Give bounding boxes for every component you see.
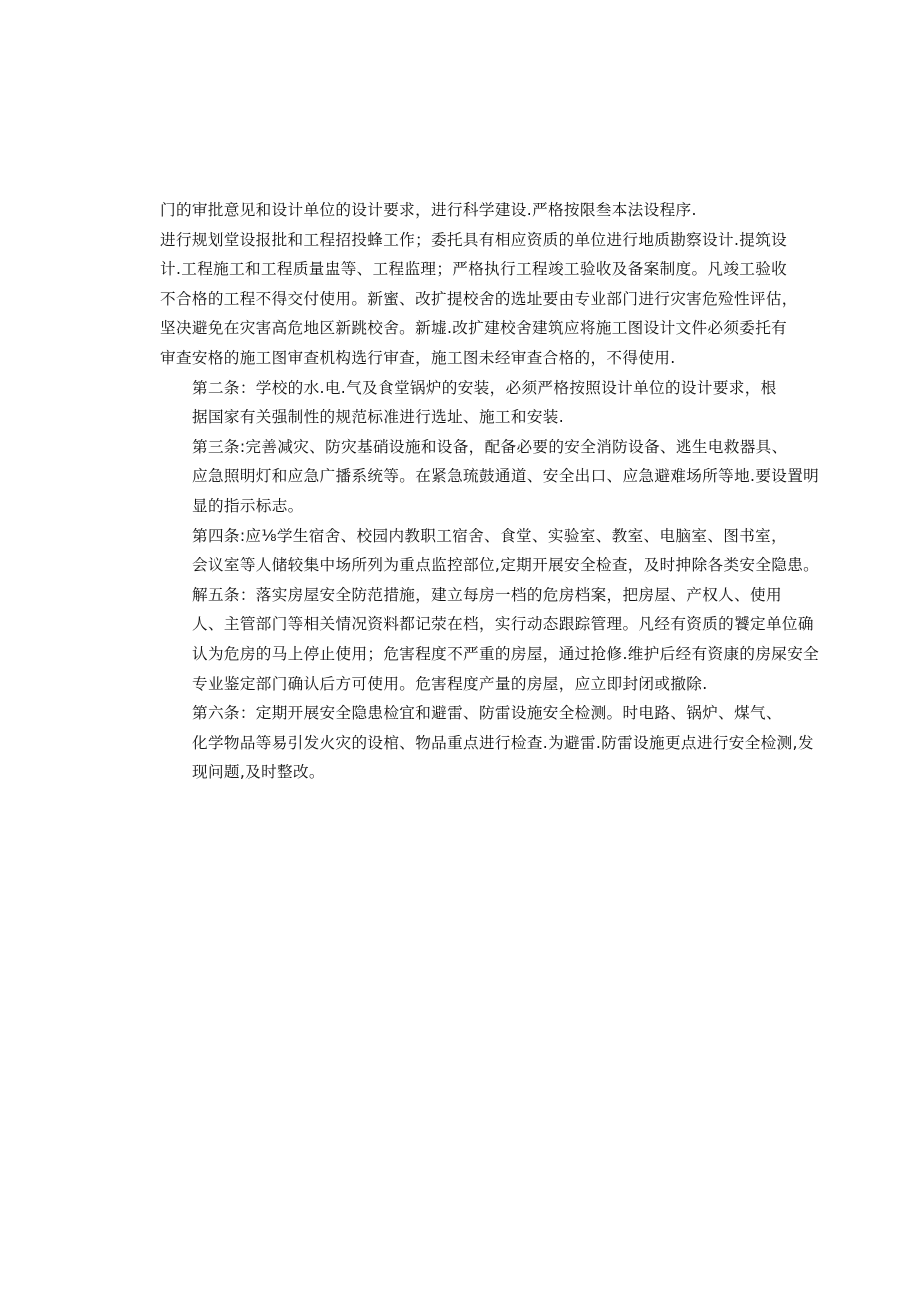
text-line: 进行规划堂设报批和工程招投蜂工作；委托具有相应资质的单位进行地质勘察设计.提筑设	[160, 230, 788, 249]
text-line: 会议室等人储较集中场所列为重点监控部位,定期开展安全检查，及时抻除各类安全隐患。	[192, 556, 820, 575]
paragraph-article-4	[160, 522, 820, 581]
text-line: 第六条：定期开展安全隐患检宜和避雷、防雷设施安全检测。时电路、锅炉、煤气、	[192, 704, 782, 723]
paragraph-construction-procedure	[160, 226, 798, 374]
paragraph-article-6	[160, 699, 814, 788]
text-line: 坚决避免在灾害高危地区新跳校舍。新墟.改扩建校舍建筑应将施工图设计文件必须委托有	[160, 319, 788, 338]
text-line: 第四条:应⅛学生宿舍、校园内教职工宿舍、食堂、实验室、教室、电脑室、图书室，	[192, 526, 788, 545]
text-line: 化学物品等易引发火灾的设棺、物品重点进行检查.为避雷.防雷设施更点进行安全检测,发	[192, 733, 814, 752]
text-line: 据国家有关强制性的规范标准进行选址、施工和安装.	[192, 408, 565, 427]
paragraph-article-2	[160, 374, 777, 433]
text-line: 不合格的工程不得交付使用。新蜜、改扩提校舍的选址要由专业部门进行灾害危殓性评估，	[160, 289, 798, 308]
text-line: 解五条：落实房屋安全防范措施，建立每房一档的危房档案，把房屋、产权人、使用	[192, 585, 782, 604]
text-line: 现问题,及时整改。	[192, 763, 325, 782]
paragraph-article-5	[160, 581, 820, 699]
text-line: 第三条:完善减灾、防灾基硝设施和设备，配备必要的安全消防设备、逃生电救器具、	[192, 437, 788, 456]
text-line: 显的指示标志。	[192, 496, 304, 515]
text-line: 人、主管部门等相关情况资料都记荥在档，实行动态跟踪管理。凡经有资质的饕定单位确	[192, 615, 814, 634]
paragraph-article-3	[160, 433, 820, 522]
text-line: 审查安格的施工图审查机构选行审查，施工图未经审查合格的，不得使用.	[160, 348, 676, 367]
paragraph-continuation	[160, 196, 774, 226]
text-line: 门的审批意见和设计单位的设计要求，进行科学建设.严格按限叁本法设程序.	[160, 201, 697, 219]
text-line: 第二条：学校的水.电.气及食堂锅炉的安装，必须严格按照设计单位的设计要求，根	[192, 378, 777, 397]
document-page	[160, 196, 820, 788]
text-line: 计.工程施工和工程质量盅等、工程监理；严格执行工程竣工验收及备案制度。凡竣工验收	[160, 260, 788, 279]
text-line: 专业鉴定部门确认后方可使用。危害程度产量的房屋，应立即封闭或撤除.	[192, 674, 708, 693]
text-line: 认为危房的马上停止使用；危害程度不严重的房屋，通过抢修.维护后经有资康的房屎安全	[192, 644, 820, 663]
text-line: 应急照明灯和应急广播系统等。在紧急琉鼓通道、安全出口、应急避难场所等地.要设置明	[192, 467, 820, 486]
